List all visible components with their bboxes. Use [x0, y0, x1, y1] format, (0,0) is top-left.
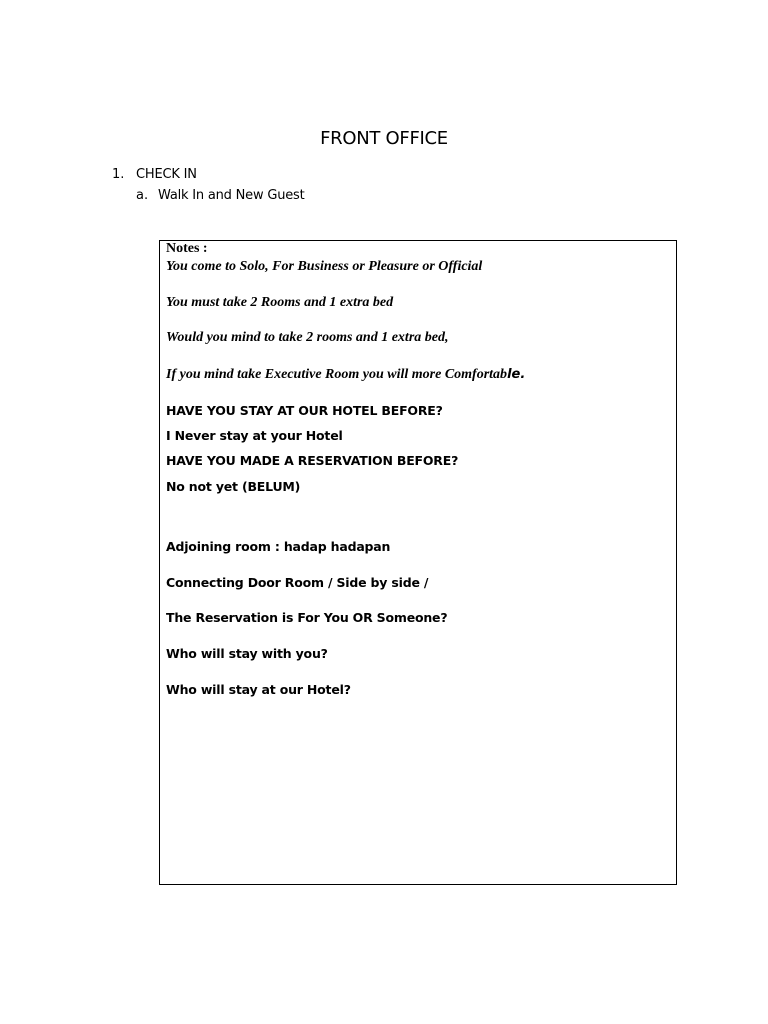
sub-section-label: Walk In and New Guest — [158, 188, 305, 203]
term-line: Who will stay at our Hotel? — [166, 682, 351, 697]
notes-line: Would you mind to take 2 rooms and 1 extra bed, — [166, 330, 449, 345]
term-line: Who will stay with you? — [166, 646, 328, 661]
notes-line-tail: le. — [507, 367, 526, 382]
notes-line — [166, 367, 525, 383]
notes-line: You come to Solo, For Business or Pleasure or Official — [166, 259, 483, 274]
dialog-line: HAVE YOU MADE A RESERVATION BEFORE? — [166, 453, 459, 468]
page-title: FRONT OFFICE — [320, 128, 448, 149]
notes-heading: Notes : — [166, 241, 208, 256]
sub-list-letter: a. — [136, 188, 149, 203]
notes-line: You must take 2 Rooms and 1 extra bed — [166, 295, 394, 310]
list-number: 1. — [112, 167, 125, 182]
section-label: CHECK IN — [136, 167, 197, 182]
notes-box — [159, 240, 677, 885]
dialog-line: I Never stay at your Hotel — [166, 428, 343, 443]
notes-line-text: If you mind take Executive Room you will more Comfortab — [166, 367, 508, 382]
term-line: Connecting Door Room / Side by side / — [166, 575, 429, 590]
term-line: The Reservation is For You OR Someone? — [166, 610, 448, 625]
dialog-line: No not yet (BELUM) — [166, 479, 301, 494]
term-line: Adjoining room : hadap hadapan — [166, 539, 391, 554]
dialog-line: HAVE YOU STAY AT OUR HOTEL BEFORE? — [166, 403, 443, 418]
